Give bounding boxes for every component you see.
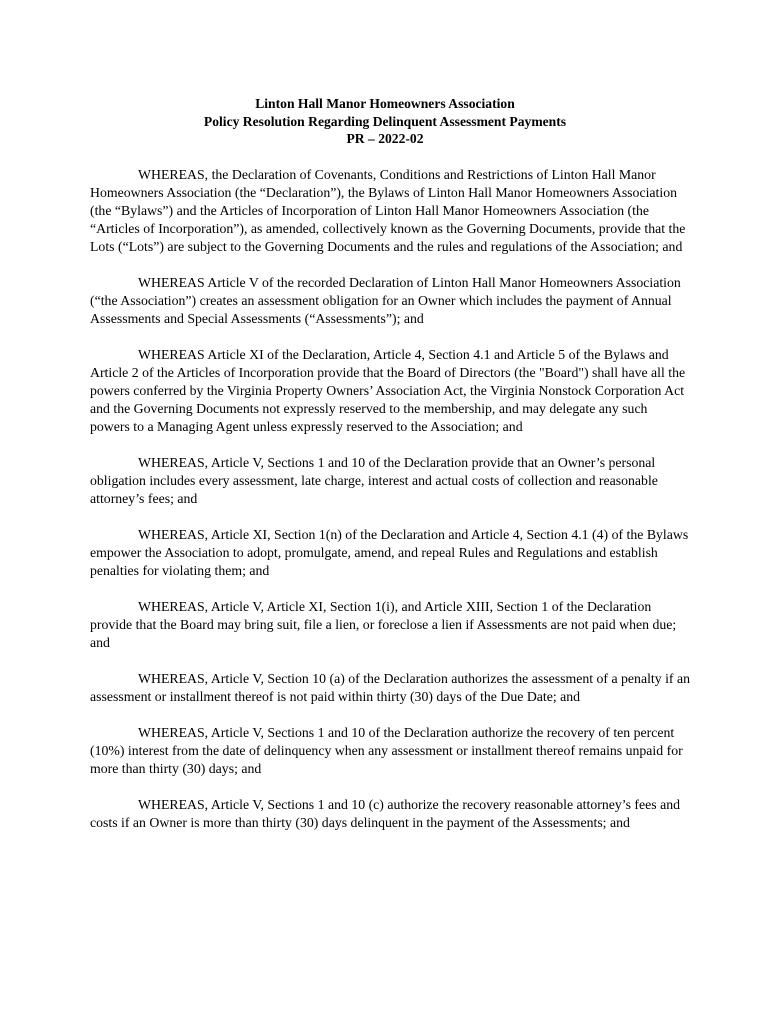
whereas-paragraph-5: WHEREAS, Article XI, Section 1(n) of the Declaration and Article 4, Section 4.1 (4) of the Bylaws empower the Association to adopt, promulgate, amend, and repeal Rules and Regulations and establish penalties for violating them; and (90, 527, 689, 578)
whereas-paragraph-6: WHEREAS, Article V, Article XI, Section 1(i), and Article XIII, Section 1 of the Declaration provide that the Board may bring suit, file a lien, or foreclose a lien if Assessments are not paid when due; and (90, 599, 677, 650)
whereas-paragraph-7: WHEREAS, Article V, Section 10 (a) of the Declaration authorizes the assessment of a penalty if an assessment or installment thereof is not paid within thirty (30) days of the Due Date; and (90, 671, 690, 704)
resolution-title: Policy Resolution Regarding Delinquent Assessment Payments (203, 113, 567, 129)
whereas-paragraph-3: WHEREAS Article XI of the Declaration, Article 4, Section 4.1 and Article 5 of the Bylaws and Article 2 of the Articles of Incorporation provide that the Board of Directors (the "Board") shall have all the powers conferred by the Virginia Property Owners’ Association Act, the Virginia Nonstock Corporation Act and the Governing Documents not expressly reserved to the membership, and may delegate any such powers to a Managing Agent unless expressly reserved to the Association; and (90, 347, 686, 434)
document-body (90, 166, 690, 850)
whereas-paragraph-9: WHEREAS, Article V, Sections 1 and 10 (c) authorize the recovery reasonable attorney’s fees and costs if an Owner is more than thirty (30) days delinquent in the payment of the Assessments; and (90, 797, 680, 830)
association-name: Linton Hall Manor Homeowners Association (255, 96, 515, 111)
whereas-paragraph-8: WHEREAS, Article V, Sections 1 and 10 of the Declaration authorize the recovery of ten percent (10%) interest from the date of delinquency when any assessment or installment thereof remains unpaid for more than thirty (30) days; and (90, 725, 683, 776)
resolution-number: PR – 2022-02 (346, 131, 424, 146)
document-heading (0, 95, 770, 148)
whereas-paragraph-4: WHEREAS, Article V, Sections 1 and 10 of the Declaration provide that an Owner’s personal obligation includes every assessment, late charge, interest and actual costs of collection and reasonable attorney’s fees; and (90, 455, 658, 506)
whereas-paragraph-2: WHEREAS Article V of the recorded Declaration of Linton Hall Manor Homeowners Association (“the Association”) creates an assessment obligation for an Owner which includes the payment of Annual Assessments and Special Assessments (“Assessments”); and (90, 275, 681, 326)
whereas-paragraph-1: WHEREAS, the Declaration of Covenants, Conditions and Restrictions of Linton Hall Manor Homeowners Association (the “Declaration”), the Bylaws of Linton Hall Manor Homeowners Association (the “Bylaws”) and the Articles of Incorporation of Linton Hall Manor Homeowners Association (the “Articles of Incorporation”), as amended, collectively known as the Governing Documents, provide that the Lots (“Lots”) are subject to the Governing Documents and the rules and regulations of the Association; and (90, 167, 686, 254)
